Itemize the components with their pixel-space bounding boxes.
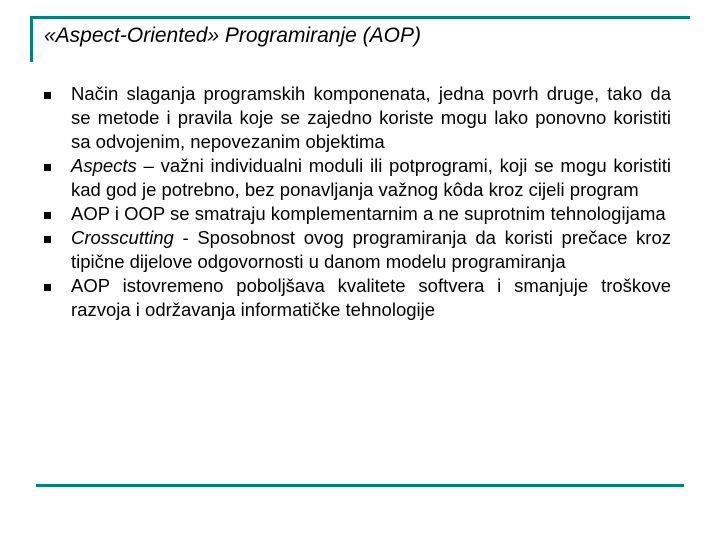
square-bullet-icon: [44, 236, 51, 243]
square-bullet-icon: [44, 284, 51, 291]
bullet-text: - Sposobnost ovog programiranja da koristi prečace kroz tipične dijelove odgovornosti u danom modelu programiranja: [71, 227, 671, 272]
bullet-text: Način slaganja programskih komponenata, jedna povrh druge, tako da se metode i pravila koje se zajedno koriste mogu lako ponovno koristiti sa odvojenim, nepovezanim objektima: [71, 83, 671, 152]
square-bullet-icon: [44, 92, 51, 99]
title-left-rule: [30, 16, 33, 62]
bullet-item: [44, 274, 671, 322]
slide-title: «Aspect-Oriented» Programiranje (AOP): [44, 24, 421, 47]
title-top-rule: [30, 16, 690, 19]
bullet-item: [44, 154, 671, 202]
bullet-item: [44, 226, 671, 274]
bullet-emphasis: Crosscutting: [71, 227, 174, 248]
title-frame: [30, 16, 690, 62]
bullet-item: [44, 82, 671, 154]
bottom-rule: [36, 484, 684, 487]
bullet-list: [44, 82, 671, 322]
bullet-text: AOP i OOP se smatraju komplementarnim a ne suprotnim tehnologijama: [71, 203, 666, 224]
square-bullet-icon: [44, 212, 51, 219]
bullet-item: [44, 202, 671, 226]
bullet-text: AOP istovremeno poboljšava kvalitete softvera i smanjuje troškove razvoja i održavanja informatičke tehnologije: [71, 275, 671, 320]
bullet-emphasis: Aspects: [71, 155, 137, 176]
bullet-text: – važni individualni moduli ili potprogrami, koji se mogu koristiti kad god je potrebno, bez ponavljanja važnog kôda kroz cijeli program: [71, 155, 671, 200]
square-bullet-icon: [44, 164, 51, 171]
